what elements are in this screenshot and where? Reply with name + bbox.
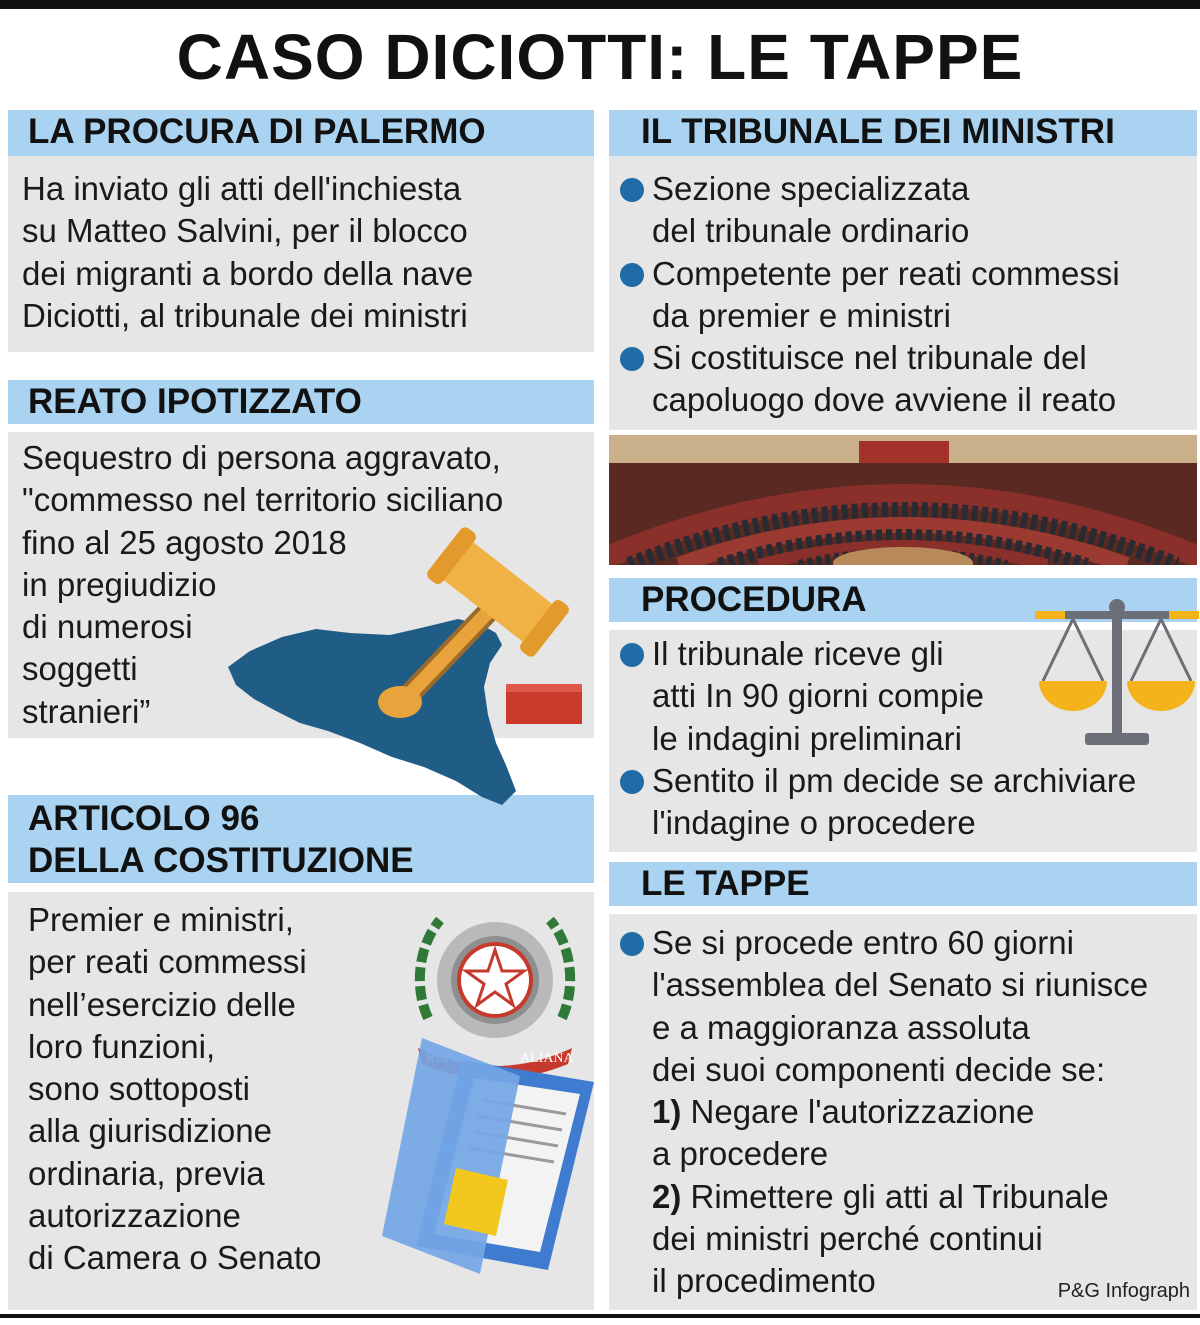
text-line: Il tribunale riceve gli	[652, 635, 944, 672]
text-line: Sezione specializzata	[652, 170, 970, 207]
bottom-rule	[0, 1314, 1200, 1318]
top-rule	[0, 0, 1200, 9]
list-item	[612, 337, 1120, 422]
list-item	[612, 253, 1120, 338]
text-line: nell’esercizio delle	[28, 985, 296, 1023]
articolo-header-line1: ARTICOLO 96	[28, 799, 260, 838]
text-line: capoluogo dove avviene il reato	[652, 381, 1117, 419]
credit: P&G Infograph	[1057, 1280, 1190, 1302]
bullet-icon	[620, 932, 644, 956]
procura-header: LA PROCURA DI PALERMO	[8, 110, 594, 156]
text-line: in pregiudizio	[22, 565, 217, 603]
bullet-icon	[620, 770, 644, 794]
emblem-text-right: ALIANA	[520, 1051, 574, 1066]
text-line: l'assemblea del Senato si riunisce	[652, 966, 1149, 1004]
text-line: di numerosi	[22, 608, 193, 646]
text-line: Competente per reati commessi	[652, 254, 1120, 292]
tappe-header: LE TAPPE	[609, 862, 1197, 906]
reato-header: REATO IPOTIZZATO	[8, 380, 594, 424]
text-line: l'indagine o procedere	[652, 804, 976, 842]
step-number: 1)	[652, 1093, 682, 1131]
articolo-text	[28, 899, 322, 1280]
text-line: Sentito il pm decide se archiviare	[652, 761, 1137, 799]
step-text: Rimettere gli atti al Tribunale	[690, 1177, 1109, 1215]
text-line: del tribunale ordinario	[652, 212, 970, 250]
step-2	[652, 1176, 1148, 1218]
text-line: "commesso nel territorio siciliano	[22, 481, 504, 519]
bullet-icon	[620, 643, 644, 667]
tribunale-header: IL TRIBUNALE DEI MINISTRI	[609, 110, 1197, 156]
text-line: di Camera o Senato	[28, 1239, 322, 1277]
list-item	[612, 168, 1120, 253]
text-line: a procedere	[652, 1135, 829, 1173]
text-line: alla giurisdizione	[28, 1112, 272, 1150]
text-line: Si costituisce nel tribunale del	[652, 339, 1087, 377]
list-item	[612, 633, 1136, 760]
text-line: il procedimento	[652, 1262, 876, 1300]
folder-icon	[370, 1030, 605, 1280]
gavel-icon	[370, 520, 590, 730]
text-line: ordinaria, previa	[28, 1154, 265, 1192]
text-line: Diciotti, al tribunale dei ministri	[22, 296, 468, 334]
text-line: soggetti	[22, 650, 138, 688]
text-line: Premier e ministri,	[28, 901, 294, 938]
step-1	[652, 1091, 1148, 1133]
bullet-icon	[620, 263, 644, 287]
procura-text	[22, 168, 473, 337]
text-line: Se si procede entro 60 giorni	[652, 924, 1074, 961]
text-line: Ha inviato gli atti dell'inchiesta	[22, 170, 462, 207]
text-line: Sequestro di persona aggravato,	[22, 439, 501, 476]
page-title: CASO DICIOTTI: LE TAPPE	[176, 21, 1024, 93]
articolo-header-line2: DELLA COSTITUZIONE	[28, 841, 414, 880]
text-line: autorizzazione	[28, 1197, 241, 1235]
text-line: su Matteo Salvini, per il blocco	[22, 212, 468, 250]
step-number: 2)	[652, 1177, 682, 1215]
text-line: loro funzioni,	[28, 1027, 216, 1065]
text-line: e a maggioranza assoluta	[652, 1008, 1030, 1046]
step-text: Negare l'autorizzazione	[690, 1093, 1035, 1131]
text-line: dei migranti a bordo della nave	[22, 254, 474, 292]
tribunale-list	[612, 168, 1120, 422]
text-line: da premier e ministri	[652, 296, 951, 334]
list-item	[612, 922, 1148, 1303]
text-line: dei ministri perché continui	[652, 1220, 1043, 1258]
procedura-header: PROCEDURA	[609, 578, 1197, 622]
bullet-icon	[620, 347, 644, 371]
text-line: fino al 25 agosto 2018	[22, 523, 347, 561]
text-line: sono sottoposti	[28, 1070, 250, 1108]
text-line: le indagini preliminari	[652, 719, 962, 757]
text-line: per reati commessi	[28, 943, 307, 981]
bullet-icon	[620, 178, 644, 202]
senate-photo	[609, 435, 1197, 565]
text-line: stranieri”	[22, 692, 151, 730]
text-line: dei suoi componenti decide se:	[652, 1050, 1106, 1088]
procedura-list	[612, 633, 1136, 844]
list-item	[612, 760, 1136, 845]
text-line: atti In 90 giorni compie	[652, 677, 985, 715]
tappe-list	[612, 922, 1148, 1303]
